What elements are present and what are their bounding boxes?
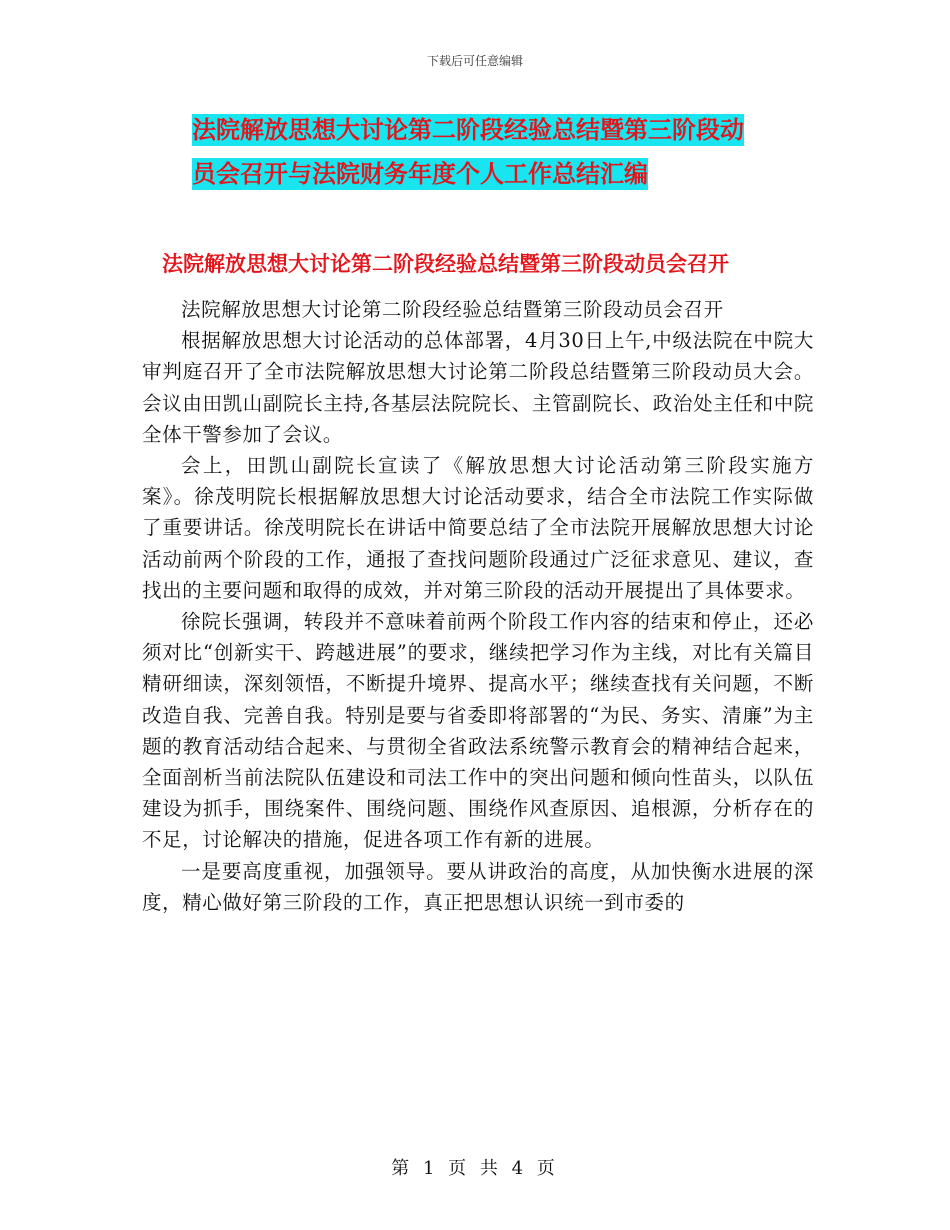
paragraph-1: 法院解放思想大讨论第二阶段经验总结暨第三阶段动员会召开 [181, 298, 724, 321]
page-header-note: 下载后可任意编辑 [426, 54, 523, 68]
paragraph-5: 一是要高度重视，加强领导。要从讲政治的高度，从加快衡水进展的深度，精心做好第三阶段的工作，真正把思想认识统一到市委的 [142, 859, 814, 914]
document-title-line-1 [192, 112, 744, 148]
document-title-line-2-text: 员会召开与法院财务年度个人工作总结汇编 [192, 160, 648, 188]
paragraph-4: 徐院长强调，转段并不意味着前两个阶段工作内容的结束和停止，还必须对比“创新实干、跨越进展”的要求，继续把学习作为主线，对比有关篇目精研细读，深刻领悟，不断提升境界、提高水平；继续查找有关问题，不断改造自我、完善自我。特别是要与省委即将部署的“为民、务实、清廉”为主题的教育活动结合起来、与贯彻全省政法系统警示教育会的精神结合起来，全面剖析当前法院队伍建设和司法工作中的突出问题和倾向性苗头，以队伍建设为抓手，围绕案件、围绕问题、围绕作风查原因、追根源，分析存在的不足，讨论解决的措施，促进各项工作有新的进展。 [142, 610, 814, 852]
paragraph-2: 根据解放思想大讨论活动的总体部署，4月30日上午,中级法院在中院大审判庭召开了全市法院解放思想大讨论第二阶段总结暨第三阶段动员大会。会议由田凯山副院长主持,各基层法院院长、主管副院长、政治处主任和中院全体干警参加了会议。 [142, 329, 814, 446]
page-number-footer: 第 1 页 共 4 页 [391, 1158, 559, 1179]
section-heading: 法院解放思想大讨论第二阶段经验总结暨第三阶段动员会召开 [162, 252, 729, 276]
document-title-line-1-text: 法院解放思想大讨论第二阶段经验总结暨第三阶段动 [192, 116, 744, 144]
paragraph-3: 会上，田凯山副院长宣读了《解放思想大讨论活动第三阶段实施方案》。徐茂明院长根据解放思想大讨论活动要求，结合全市法院工作实际做了重要讲话。徐茂明院长在讲话中简要总结了全市法院开展解放思想大讨论活动前两个阶段的工作，通报了查找问题阶段通过广泛征求意见、建议，查找出的主要问题和取得的成效，并对第三阶段的活动开展提出了具体要求。 [142, 454, 814, 602]
document-title-line-2 [192, 156, 648, 192]
document-body [142, 294, 814, 918]
